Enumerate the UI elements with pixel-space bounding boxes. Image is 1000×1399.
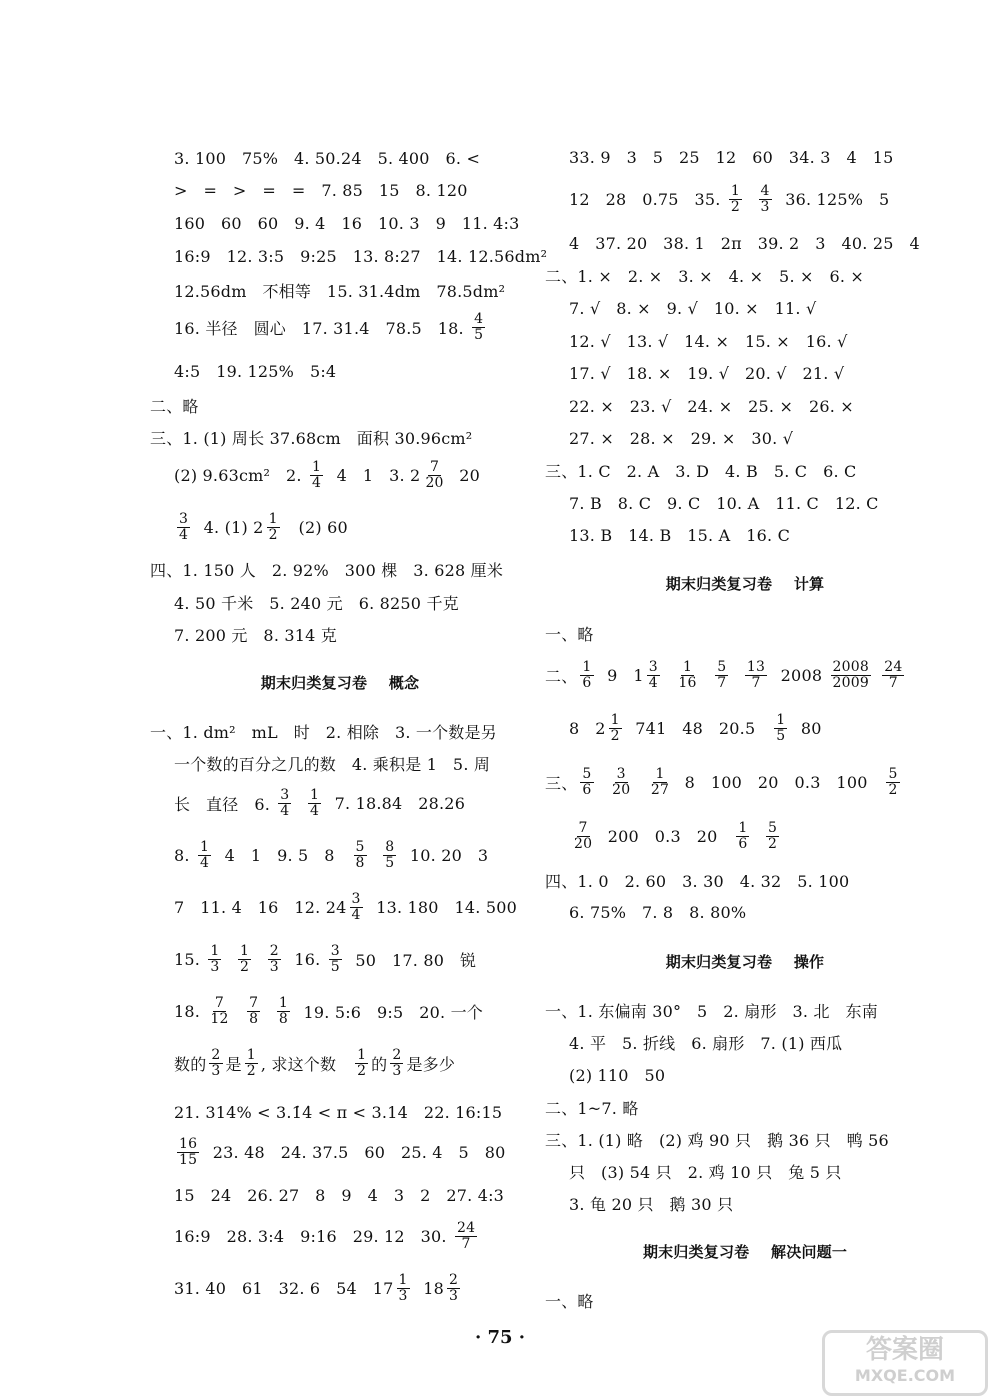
answer-line <box>569 522 790 548</box>
answer-line <box>150 392 199 418</box>
fraction-denominator: 8 <box>249 1010 259 1027</box>
fraction-denominator: 4 <box>280 802 290 819</box>
fraction-numerator: 3 <box>351 890 361 907</box>
answer-text: 7 11. 4 16 12. 24 <box>174 897 347 917</box>
answer-text: 16. 半径 圆心 17. 31.4 78.5 18. <box>174 318 470 338</box>
fraction-denominator: 3 <box>392 1062 402 1079</box>
answer-text <box>635 773 646 792</box>
fraction-denominator: 2 <box>730 198 740 215</box>
answer-text: 21. 314% < 3.1̇4̇ < π < 3.14 22. 16:15 <box>174 1102 503 1122</box>
fraction-numerator: 1 <box>682 658 693 675</box>
fraction-numerator: 1 <box>730 182 740 199</box>
answer-line <box>569 1190 733 1216</box>
fraction <box>208 944 221 975</box>
answer-text <box>263 1002 274 1021</box>
answer-text: 19. 5:6 9:5 20. 一个 <box>292 1002 483 1022</box>
answer-text: 4 37. 20 38. 1 2π 39. 2 3 40. 25 4 <box>569 233 920 253</box>
answer-text: 数的 <box>174 1054 207 1074</box>
fraction-denominator: 8 <box>278 1010 288 1027</box>
answer-text: 4. 平 5. 折线 6. 扇形 7. (1) 西瓜 <box>569 1033 843 1053</box>
answer-text: 80 <box>790 718 822 738</box>
fraction-numerator: 24 <box>457 1219 476 1236</box>
answer-text: 16:9 12. 3:5 9:25 13. 8:27 14. 12.56dm² <box>174 246 548 266</box>
answer-line <box>569 295 816 321</box>
answer-text: 22. × 23. √ 24. × 25. × 26. × <box>569 396 854 416</box>
fraction-numerator: 1 <box>210 942 220 959</box>
fraction-denominator: 2 <box>768 835 778 852</box>
fraction <box>676 660 698 691</box>
answer-text: 7. √ 8. × 9. √ 10. × 11. √ <box>569 298 817 318</box>
fraction <box>238 944 251 975</box>
answer-line <box>174 510 348 543</box>
fraction-denominator: 6 <box>582 674 592 691</box>
fraction-denominator: 4 <box>309 802 320 819</box>
answer-text <box>731 666 742 685</box>
fraction-numerator: 16 <box>179 1135 198 1152</box>
fraction-denominator: 6 <box>738 835 748 852</box>
fraction-denominator: 5 <box>385 854 395 871</box>
fraction-denominator: 16 <box>678 674 697 691</box>
fraction <box>329 944 342 975</box>
answer-text: 二、 <box>545 666 578 686</box>
answer-text: 一个数的百分之几的数 4. 乘积是 1 5. 周 <box>174 754 491 774</box>
fraction-numerator: 7 <box>214 994 224 1011</box>
fraction <box>390 1048 403 1079</box>
answer-text <box>752 827 763 846</box>
fraction <box>729 184 742 215</box>
fraction-denominator: 20 <box>425 474 444 491</box>
fraction-denominator: 3 <box>448 1287 459 1304</box>
answer-text: 一、略 <box>545 624 594 644</box>
watermark-line1: 答案圈 <box>865 1335 944 1365</box>
answer-text: 三、1. (1) 周长 37.68cm 面积 30.96cm² <box>150 428 473 448</box>
answer-text <box>370 846 381 865</box>
answer-line <box>569 328 848 354</box>
answer-text: 9 1 <box>596 665 644 685</box>
fraction-numerator: 1 <box>311 458 322 475</box>
answer-text <box>597 773 608 792</box>
fraction <box>245 1048 258 1079</box>
fraction-denominator: 2 <box>246 1062 256 1079</box>
answer-text: 27. × 28. × 29. × 30. √ <box>569 428 794 448</box>
section-heading <box>666 948 825 974</box>
fraction <box>268 944 281 975</box>
answer-text <box>745 190 756 209</box>
answer-line <box>174 243 547 269</box>
answer-line <box>174 1046 456 1079</box>
answer-line <box>545 867 849 893</box>
answer-line <box>174 750 490 776</box>
answer-text: 20 <box>448 465 480 485</box>
answer-text: 4:5 19. 125% 5:4 <box>174 361 337 381</box>
fraction <box>247 996 260 1027</box>
fraction <box>355 1048 368 1079</box>
answer-text: 二、1~7. 略 <box>545 1098 639 1118</box>
answer-text: 期末归类复习卷 计算 <box>665 574 825 593</box>
answer-line <box>569 230 920 256</box>
fraction-denominator: 7 <box>751 674 761 691</box>
fraction <box>745 660 767 691</box>
section-heading <box>261 669 420 695</box>
fraction-denominator: 7 <box>717 674 727 691</box>
fraction-numerator: 5 <box>768 819 778 836</box>
answer-text: 4. (1) 2 <box>193 517 264 537</box>
fraction-numerator: 24 <box>884 658 903 675</box>
answer-line <box>174 1182 504 1208</box>
fraction-denominator: 4 <box>351 906 361 923</box>
answer-line <box>569 711 822 744</box>
answer-line <box>174 358 336 384</box>
fraction-denominator: 2 <box>268 526 278 543</box>
fraction <box>397 1273 410 1304</box>
page-number: · 75 · <box>474 1327 526 1348</box>
section-heading <box>643 1238 847 1264</box>
fraction <box>610 767 632 798</box>
fraction-denominator: 4 <box>311 474 322 491</box>
fraction-numerator: 5 <box>717 658 727 675</box>
answer-line <box>569 360 844 386</box>
answer-text: 期末归类复习卷 操作 <box>665 952 825 971</box>
fraction-denominator: 4 <box>648 674 658 691</box>
fraction-numerator: 1 <box>582 658 592 675</box>
fraction <box>209 1048 222 1079</box>
fraction-denominator: 2009 <box>832 674 869 691</box>
fraction <box>715 660 728 691</box>
answer-text: 16:9 28. 3:4 9:16 29. 12 30. <box>174 1226 452 1246</box>
fraction-numerator: 7 <box>249 994 259 1011</box>
fraction-denominator: 7 <box>461 1235 471 1252</box>
answer-line <box>174 1135 506 1168</box>
fraction-numerator: 3 <box>280 786 290 803</box>
answer-text: 18 <box>412 1278 444 1298</box>
answer-line <box>569 1158 842 1184</box>
answer-text: 10. 20 3 <box>399 845 489 865</box>
fraction <box>580 767 593 798</box>
fraction-numerator: 3 <box>648 658 658 675</box>
fraction-numerator: 7 <box>429 458 440 475</box>
answer-text: > = > = = 7. 85 15 8. 120 <box>174 180 468 200</box>
fraction-numerator: 4 <box>474 310 484 327</box>
fraction <box>423 460 445 491</box>
answer-line <box>545 765 903 798</box>
answer-text: 36. 125% 5 <box>774 189 890 209</box>
answer-line <box>545 262 864 288</box>
fraction <box>572 821 594 852</box>
answer-line <box>174 621 337 647</box>
answer-text <box>294 794 305 813</box>
answer-line <box>569 393 854 419</box>
answer-line <box>174 1271 463 1304</box>
section-heading <box>666 570 825 596</box>
answer-line <box>569 425 793 451</box>
fraction-denominator: 3 <box>398 1287 408 1304</box>
fraction-numerator: 4 <box>760 182 770 199</box>
answer-line <box>174 277 505 303</box>
answer-text: 一、1. dm² mL 时 2. 相除 3. 一个数是另 <box>150 722 497 742</box>
answer-text: 3. 100 75% 4. 50.24 5. 400 6. < <box>174 148 481 168</box>
answer-line <box>150 718 497 744</box>
fraction <box>308 788 321 819</box>
fraction <box>208 996 230 1027</box>
answer-text <box>702 666 713 685</box>
fraction-numerator: 2008 <box>832 658 869 675</box>
answer-line <box>569 1062 665 1088</box>
fraction-denominator: 3 <box>211 1062 221 1079</box>
answer-text: 长 直径 6. <box>174 794 276 814</box>
fraction-numerator: 5 <box>582 765 592 782</box>
answer-line <box>174 589 459 615</box>
fraction-numerator: 1 <box>309 786 320 803</box>
fraction <box>278 788 291 819</box>
answer-line <box>150 556 503 582</box>
answer-text: 三、1. (1) 略 (2) 鸡 90 只 鹅 36 只 鸭 56 <box>545 1130 889 1150</box>
answer-line <box>174 458 480 491</box>
fraction <box>472 312 485 343</box>
answer-text <box>254 950 265 969</box>
fraction <box>455 1221 477 1252</box>
fraction-denominator: 2 <box>357 1062 367 1079</box>
answer-text: 一、略 <box>545 1291 594 1311</box>
answer-line <box>545 997 878 1023</box>
answer-text: 二、1. × 2. × 3. × 4. × 5. × 6. × <box>545 266 865 286</box>
answer-text: 是多少 <box>406 1054 456 1074</box>
fraction <box>766 821 779 852</box>
answer-text: 8 2 <box>569 718 606 738</box>
fraction-numerator: 1 <box>199 838 210 855</box>
fraction-denominator: 4 <box>179 526 189 543</box>
fraction <box>609 713 622 744</box>
fraction-denominator: 2 <box>888 781 898 798</box>
answer-text: 12. √ 13. √ 14. × 15. × 16. √ <box>569 331 848 351</box>
fraction-numerator: 2 <box>269 942 279 959</box>
fraction <box>277 996 290 1027</box>
answer-text: 13. B 14. B 15. A 16. C <box>569 525 791 545</box>
answer-text: 33. 9 3 5 25 12 60 34. 3 4 15 <box>569 147 894 167</box>
answer-text: 三、 <box>545 773 578 793</box>
answer-text <box>234 1002 245 1021</box>
answer-text: 2008 <box>770 665 828 685</box>
answer-line <box>545 1287 594 1313</box>
answer-text: 13. 180 14. 500 <box>365 897 517 917</box>
answer-text <box>224 950 235 969</box>
answer-text: 7. B 8. C 9. C 10. A 11. C 12. C <box>569 493 879 513</box>
fraction-denominator: 12 <box>210 1010 229 1027</box>
answer-text: 16. <box>283 949 326 969</box>
fraction <box>177 512 190 543</box>
fraction-numerator: 3 <box>616 765 626 782</box>
answer-text: (2) 110 50 <box>569 1065 666 1085</box>
fraction <box>759 184 772 215</box>
answer-text: 期末归类复习卷 解决问题一 <box>642 1242 848 1261</box>
watermark-logo <box>822 1330 988 1396</box>
answer-text: 三、1. C 2. A 3. D 4. B 5. C 6. C <box>545 461 857 481</box>
fraction-denominator: 4 <box>199 854 210 871</box>
answer-text: 3. 龟 20 只 鹅 30 只 <box>569 1194 734 1214</box>
fraction <box>350 892 363 923</box>
fraction-numerator: 13 <box>746 658 766 675</box>
fraction-denominator: 5 <box>776 727 786 744</box>
answer-text: 四、1. 0 2. 60 3. 30 4. 32 5. 100 <box>545 871 850 891</box>
fraction-denominator: 27 <box>650 781 670 798</box>
answer-line <box>569 490 879 516</box>
answer-text: 17. √ 18. × 19. √ 20. √ 21. √ <box>569 363 845 383</box>
answer-text: 15 24 26. 27 8 9 4 3 2 27. 4:3 <box>174 1185 505 1205</box>
fraction-denominator: 20 <box>574 835 593 852</box>
fraction-numerator: 1 <box>357 1046 367 1063</box>
fraction-numerator: 2 <box>392 1046 402 1063</box>
answer-line <box>569 182 890 215</box>
answer-text: 7. 200 元 8. 314 克 <box>174 625 338 645</box>
answer-text: 6. 75% 7. 8 8. 80% <box>569 902 747 922</box>
fraction-denominator: 2 <box>610 727 620 744</box>
fraction-numerator: 3 <box>330 942 340 959</box>
answer-line <box>569 899 746 925</box>
answer-text: 18. <box>174 1001 206 1021</box>
answer-line <box>545 1094 639 1120</box>
answer-line <box>545 658 907 691</box>
fraction <box>831 660 871 691</box>
fraction-numerator: 5 <box>355 838 365 855</box>
answer-text: 期末归类复习卷 概念 <box>260 673 420 692</box>
answer-text: 741 48 20.5 <box>624 718 772 738</box>
fraction-numerator: 1 <box>278 994 288 1011</box>
answer-text: 12.56dm 不相等 15. 31.4dm 78.5dm² <box>174 281 506 301</box>
answer-line <box>569 144 893 170</box>
fraction-numerator: 7 <box>578 819 588 836</box>
answer-text: 7. 18.84 28.26 <box>324 793 466 813</box>
answer-text: 23. 48 24. 37.5 60 25. 4 5 80 <box>202 1142 506 1162</box>
fraction-denominator: 2 <box>240 958 250 975</box>
fraction <box>774 713 787 744</box>
fraction <box>267 512 280 543</box>
answer-text: 8. <box>174 845 195 865</box>
answer-line <box>174 890 517 923</box>
answer-line <box>174 210 520 236</box>
fraction-numerator: 1 <box>738 819 748 836</box>
answer-text: 160 60 60 9. 4 16 10. 3 9 11. 4:3 <box>174 213 520 233</box>
answer-text: 只 (3) 54 只 2. 鸡 10 只 兔 5 只 <box>569 1162 842 1182</box>
fraction <box>649 767 671 798</box>
fraction-denominator: 3 <box>269 958 279 975</box>
answer-text: 200 0.3 20 <box>597 826 734 846</box>
fraction-numerator: 8 <box>385 838 395 855</box>
fraction-denominator: 8 <box>355 854 365 871</box>
answer-text: 4 1 3. 2 <box>326 465 421 485</box>
fraction <box>354 840 367 871</box>
answer-line <box>174 838 489 871</box>
answer-line <box>174 786 466 819</box>
answer-line <box>545 620 594 646</box>
fraction-numerator: 1 <box>398 1271 408 1288</box>
answer-text: 15. <box>174 949 206 969</box>
answer-text: 四、1. 150 人 2. 92% 300 棵 3. 628 厘米 <box>150 560 504 580</box>
answer-line <box>569 819 782 852</box>
fraction-numerator: 1 <box>240 942 250 959</box>
fraction <box>383 840 396 871</box>
fraction-denominator: 5 <box>474 326 484 343</box>
answer-line <box>174 1099 502 1125</box>
fraction-numerator: 1 <box>610 711 620 728</box>
answer-text: 的 <box>371 1054 388 1074</box>
fraction <box>882 660 904 691</box>
answer-text: 12 28 0.75 35. <box>569 189 726 209</box>
fraction <box>310 460 323 491</box>
fraction-denominator: 7 <box>888 674 898 691</box>
answer-text: 4 1 9. 5 8 <box>214 845 351 865</box>
answer-line <box>174 994 483 1027</box>
answer-line <box>569 1029 842 1055</box>
answer-line <box>150 424 472 450</box>
answer-text: 8 100 20 0.3 100 <box>674 772 884 792</box>
fraction-numerator: 1 <box>246 1046 256 1063</box>
fraction-denominator: 6 <box>582 781 592 798</box>
fraction-denominator: 3 <box>760 198 770 215</box>
fraction <box>447 1273 460 1304</box>
answer-text: 31. 40 61 32. 6 54 17 <box>174 1278 394 1298</box>
fraction-numerator: 1 <box>776 711 786 728</box>
answer-line <box>174 1219 480 1252</box>
answer-text: , 求这个数 <box>260 1054 353 1074</box>
answer-text <box>874 666 879 685</box>
watermark-line2: MXQE.COM <box>854 1366 956 1385</box>
answer-text: (2) 9.63cm² 2. <box>174 465 307 485</box>
fraction-numerator: 5 <box>888 765 898 782</box>
answer-line <box>174 942 477 975</box>
fraction <box>647 660 660 691</box>
fraction-numerator: 2 <box>211 1046 221 1063</box>
fraction-denominator: 15 <box>179 1151 198 1168</box>
fraction-denominator: 20 <box>612 781 631 798</box>
answer-line <box>545 1126 889 1152</box>
fraction <box>580 660 593 691</box>
fraction <box>886 767 899 798</box>
answer-line <box>174 145 480 171</box>
answer-text: (2) 60 <box>282 517 348 537</box>
answer-line <box>545 457 856 483</box>
answer-text: 50 17. 80 锐 <box>344 950 477 970</box>
fraction <box>198 840 211 871</box>
fraction-numerator: 1 <box>655 765 665 782</box>
answer-line <box>174 177 468 203</box>
fraction-denominator: 5 <box>330 958 340 975</box>
answer-text: 是 <box>225 1054 242 1074</box>
fraction <box>736 821 749 852</box>
fraction-numerator: 3 <box>179 510 189 527</box>
fraction-denominator: 3 <box>210 958 220 975</box>
answer-text <box>663 666 674 685</box>
answer-text: 二、略 <box>150 396 199 416</box>
fraction <box>177 1137 199 1168</box>
answer-line <box>174 310 488 343</box>
fraction-numerator: 1 <box>268 510 278 527</box>
fraction-numerator: 2 <box>448 1271 459 1288</box>
answer-text: 4. 50 千米 5. 240 元 6. 8250 千克 <box>174 593 459 613</box>
answer-text: 一、1. 东偏南 30° 5 2. 扇形 3. 北 东南 <box>545 1001 878 1021</box>
